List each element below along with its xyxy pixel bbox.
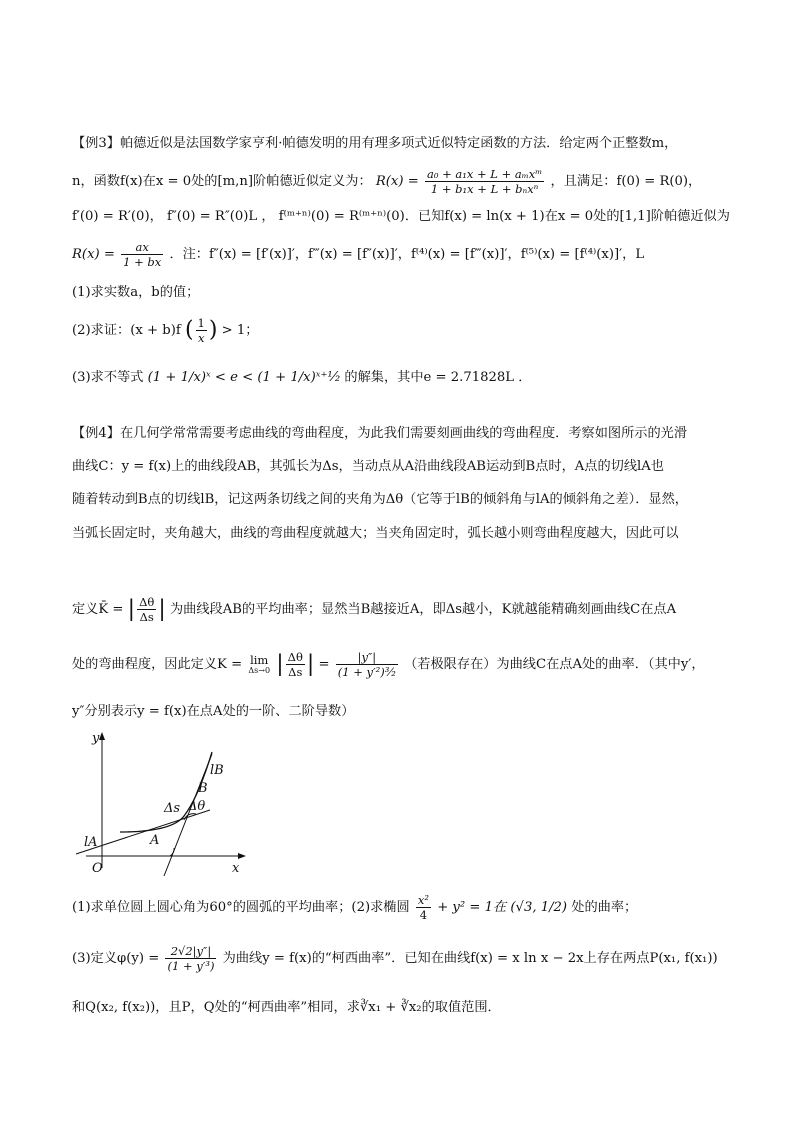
ex4-avg-curvature-fraction [137, 595, 156, 624]
ex4-limit-fraction [286, 650, 305, 679]
ex3-R-denominator: 1 + bx [123, 255, 162, 269]
ex4-ellipse-numerator: x² [417, 893, 429, 907]
y-axis-arrow [99, 732, 105, 740]
ex4-limit [248, 654, 270, 675]
ex3-pade-definition-text: n，函数f(x)在x = 0处的[m,n]阶帕德近似定义为： [72, 174, 372, 189]
figure-lA-label: lA [84, 835, 98, 850]
ex3-q3-inequality: (1 + 1/x)ˣ < e < (1 + 1/x)ˣ⁺¹⁄₂ [147, 370, 341, 385]
ex4-avg-curvature-text: 为曲线段AB的平均曲率；显然当B越接近A，即Δs越小，K就越能精确刻画曲线C在点A [169, 602, 677, 617]
ex4-avg-denominator: Δs [139, 610, 154, 624]
ex4-curvature-def-label: 处的弯曲程度，因此定义K = [72, 657, 243, 672]
x-axis-arrow [238, 853, 246, 859]
figure-x-label: x [232, 861, 240, 876]
ex4-cauchy-numerator: 2√2|y″| [165, 944, 216, 959]
ex3-q2-denominator: x [197, 331, 205, 345]
ex4-cauchy-denominator: (1 + y′³) [167, 959, 215, 973]
ex3-pade-numerator: a₀ + a₁x + L + aₘxᵐ [426, 167, 543, 181]
ex4-line-3 [72, 490, 722, 510]
ex3-line-1 [72, 134, 722, 154]
angle-arc-bottom [170, 848, 174, 856]
ex4-ellipse-point: (√3, 1/2) [510, 900, 568, 915]
ex4-question-3 [72, 944, 722, 973]
ex3-line-4 [72, 240, 722, 269]
ex4-line-5: 定义K̄ = | $\frac{\Delta\theta}{\Delta s}$ | 为曲线段AB的平均曲率；显然当B越接近A，即Δs越小，K就越能精确刻画曲线C在点A [72, 595, 677, 624]
figure-lB-label: lB [210, 763, 224, 778]
figure-B-label: B [198, 781, 208, 796]
figure-A-label: A [150, 833, 160, 848]
ex4-curvature-numerator: |y″| [336, 650, 398, 665]
ex4-limit-numerator: Δθ [287, 650, 303, 664]
figure-dtheta-label: Δθ [188, 799, 206, 814]
ex4-angle-text: 随着转动到B点的切线lB，记这两条切线之间的夹角为Δθ（它等于lB的倾斜角与lA的倾斜角之差）．显然， [72, 492, 688, 507]
ex4-range-question: 和Q(x₂, f(x₂))，且P，Q处的“柯西曲率”相同，求∛x₁ + ∛x₂的取值范围． [72, 1000, 501, 1015]
ex4-curvature-denominator: (1 + y′²)³⁄₂ [337, 665, 396, 679]
ex4-line-4 [72, 524, 722, 544]
ex4-intro: 【例4】在几何学常常需要考虑曲线的弯曲程度，为此我们需要刻画曲线的弯曲程度．考察如图所示的光滑 [72, 426, 688, 441]
ex3-pade-denominator: 1 + b₁x + L + bₙxⁿ [430, 182, 539, 196]
ex3-q3-text: (3)求不等式 [72, 370, 144, 385]
ex4-cauchy-text: 为曲线y = f(x)的“柯西曲率”．已知在曲线f(x) = x ln x − 2x上存在两点P(x₁, f(x₁)) [222, 951, 718, 966]
ex4-line-7 [72, 702, 722, 722]
ex3-q2-text: (2)求证：(x + b)f [72, 323, 181, 338]
ex4-q1-tail: 处的曲率； [571, 900, 638, 915]
figure-ds-label: Δs [164, 801, 181, 816]
ex3-condition-text: ，且满足：f(0) = R(0)， [550, 174, 702, 189]
ex4-limit-lim: lim [250, 653, 269, 667]
ex4-avg-curvature-label: 定义K̄ = [72, 602, 124, 617]
ex3-q1-text: (1)求实数a，b的值； [72, 285, 200, 300]
ex3-R-label-2: R(x) = [72, 247, 115, 262]
ex4-bending-text: 当弧长固定时，夹角越大，曲线的弯曲程度就越大；当夹角固定时，弧长越小则弯曲程度越大，因此可以 [72, 526, 679, 541]
ex3-question-1 [72, 283, 722, 303]
ex4-limit-denominator: Δs [288, 665, 303, 679]
ex4-line-1 [72, 424, 722, 444]
ex3-question-3 [72, 368, 722, 388]
ex3-R-numerator: ax [121, 240, 163, 255]
ex3-q2-tail: > 1； [221, 323, 259, 338]
ex3-line-3 [72, 207, 730, 227]
ex4-ellipse-fraction [416, 893, 431, 922]
ex4-ellipse-equation: + y² = 1在 [437, 900, 507, 915]
ex4-curve-text: 曲线C：y = f(x)上的曲线段AB，其弧长为Δs，当动点从A沿曲线段AB运动到B点时，A点的切线lA也 [72, 459, 664, 474]
ex3-q2-numerator: 1 [197, 316, 205, 330]
figure-y-label: y [92, 731, 100, 746]
ex3-q2-fraction [196, 316, 207, 345]
ex3-q3-tail: 的解集，其中e = 2.71828L ． [344, 370, 532, 385]
ex4-cauchy-fraction [165, 944, 216, 973]
ex3-note: ．注：f″(x) = [f′(x)]′，f‴(x) = [f″(x)]′，f⁽⁴⁾(x) = [f‴(x)]′，f⁽⁵⁾(x) = [f⁽⁴⁾(x)]′，L [169, 247, 645, 262]
ex4-ellipse-denominator: 4 [419, 908, 428, 922]
ex4-curvature-formula [336, 650, 398, 679]
ex3-derivative-conditions: f′(0) = R′(0)， f″(0) = R″(0)L ， f⁽ᵐ⁺ⁿ⁾(0) = R⁽ᵐ⁺ⁿ⁾(0)．已知f(x) = ln(x + 1)在x = 0处的[1,1]阶帕德近似为 [72, 209, 730, 224]
curve-figure [72, 728, 262, 878]
ex3-question-2: (2)求证：(x + b)f ( $\frac{1}{x}$ ) > 1； [72, 316, 259, 345]
ex3-intro: 【例3】帕德近似是法国数学家亨利·帕德发明的用有理多项式近似特定函数的方法．给定两个正整数m， [72, 136, 678, 151]
ex4-question-4 [72, 998, 722, 1018]
ex3-pade-fraction [425, 167, 544, 196]
ex3-R-fraction [121, 240, 163, 269]
ex4-question-1 [72, 893, 722, 922]
ex4-line-6: 处的弯曲程度，因此定义K = lim Δs→0 | $\frac{\Delta\theta}{\Delta s}$ | = $\frac{|y''|}{\text{(1 + y′²)³⁄₂}}$ （若极限存在）为曲线C在点A处的曲率．（其中y′， [72, 650, 705, 679]
ex3-line-2 [72, 167, 722, 196]
figure-origin-label: O [92, 861, 103, 876]
figure-graphics [76, 732, 246, 876]
ex4-line-2 [72, 457, 722, 477]
ex4-curvature-text: （若极限存在）为曲线C在点A处的曲率．（其中y′， [404, 657, 705, 672]
ex4-q1-text: (1)求单位圆上圆心角为60°的圆弧的平均曲率；(2)求椭圆 [72, 900, 410, 915]
ex4-avg-numerator: Δθ [139, 595, 155, 609]
ex4-cauchy-label: (3)定义φ(y) = [72, 951, 160, 966]
ex4-limit-subscript: Δs→0 [248, 666, 271, 675]
ex4-derivative-note: y″分别表示y = f(x)在点A处的一阶、二阶导数） [72, 704, 355, 719]
ex3-R-label: R(x) = [375, 174, 419, 189]
